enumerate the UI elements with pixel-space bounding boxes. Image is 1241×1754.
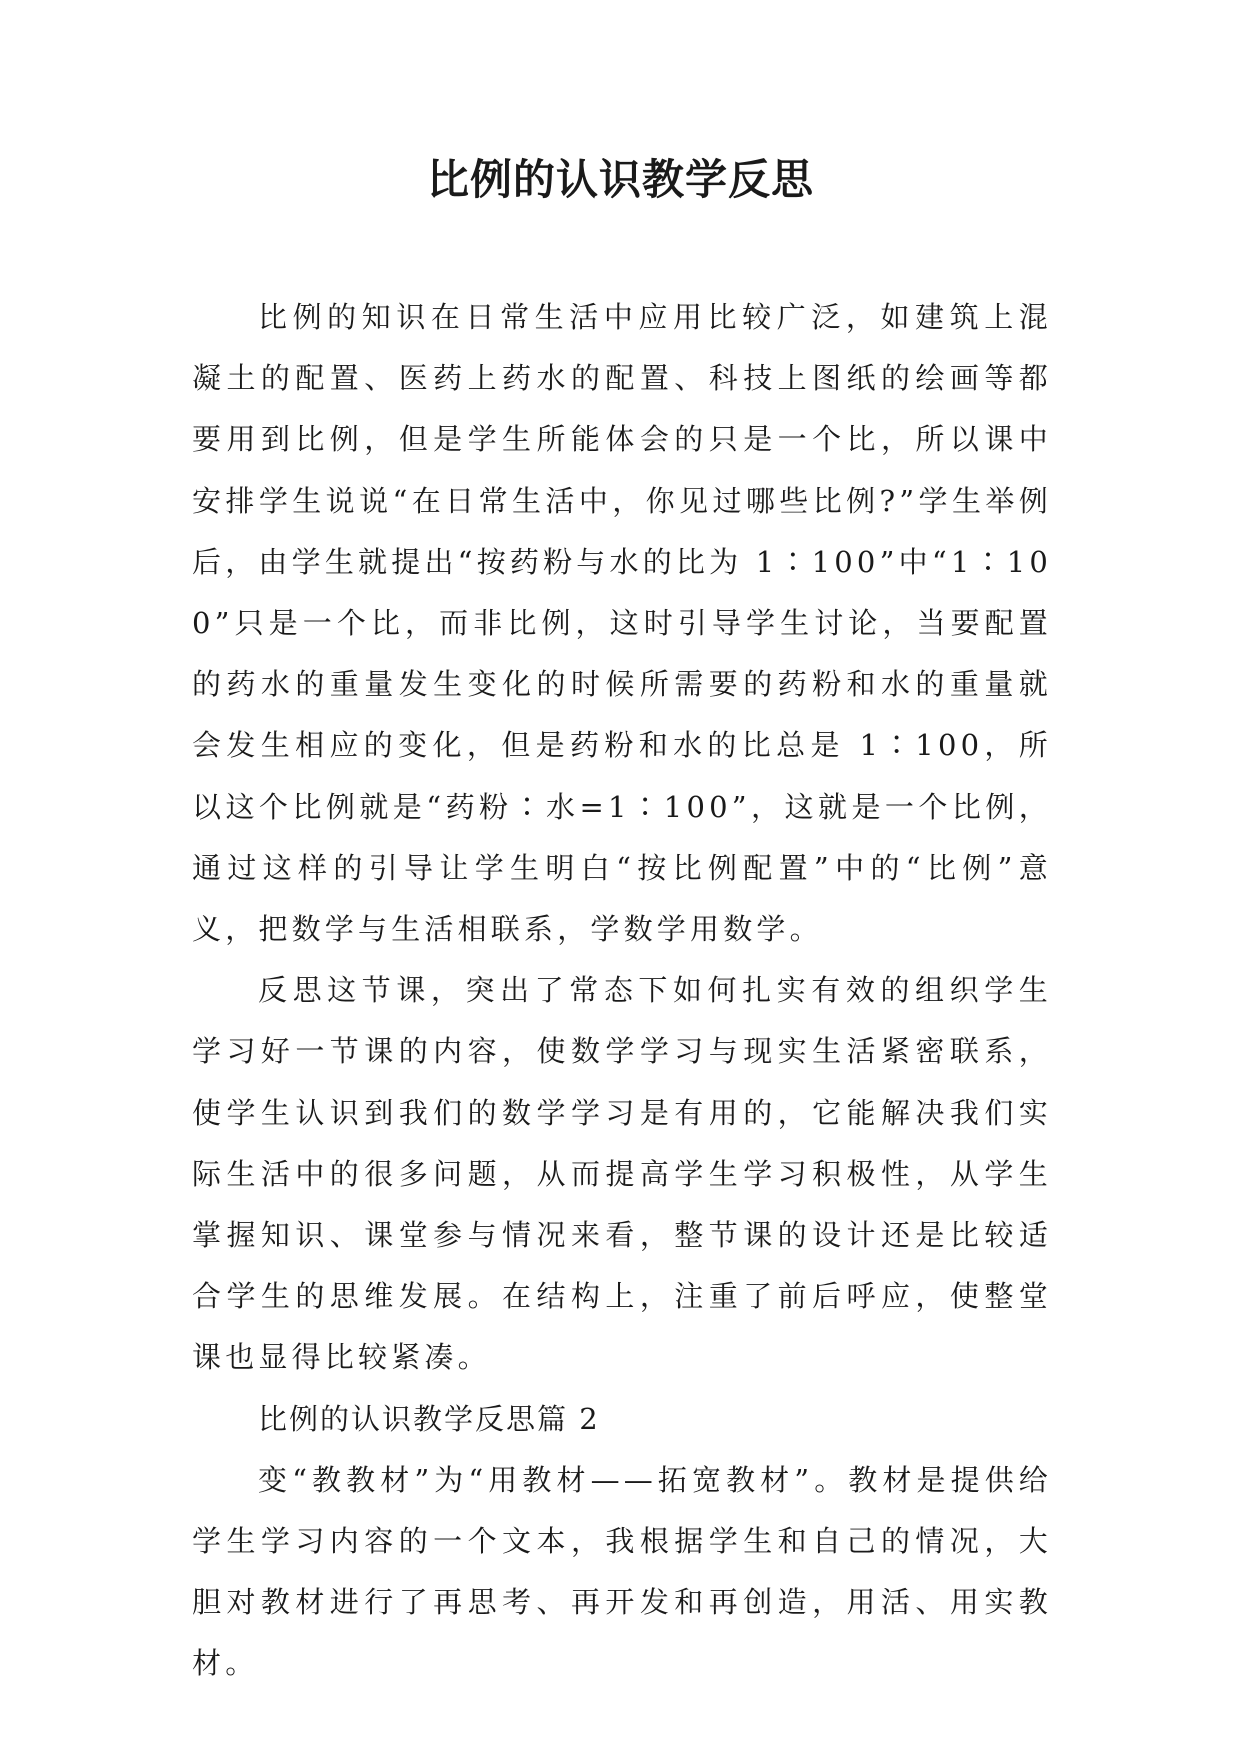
document-body	[192, 287, 1052, 1695]
paragraph-1: 比例的知识在日常生活中应用比较广泛，如建筑上混凝土的配置、医药上药水的配置、科技上图纸的绘画等都要用到比例，但是学生所能体会的只是一个比，所以课中安排学生说说“在日常生活中，你见过哪些比例?”学生举例后，由学生就提出“按药粉与水的比为 1∶100”中“1∶100”只是一个比，而非比例，这时引导学生讨论，当要配置的药水的重量发生变化的时候所需要的药粉和水的重量就会发生相应的变化，但是药粉和水的比总是 1∶100，所以这个比例就是“药粉∶水=1∶100”，这就是一个比例，通过这样的引导让学生明白“按比例配置”中的“比例”意义，把数学与生活相联系，学数学用数学。	[192, 300, 1052, 947]
paragraph-3: 变“教教材”为“用教材——拓宽教材”。教材是提供给学生学习内容的一个文本，我根据学生和自己的情况，大胆对教材进行了再思考、再开发和再创造，用活、用实教材。	[192, 1462, 1052, 1681]
paragraph-2: 反思这节课，突出了常态下如何扎实有效的组织学生学习好一节课的内容，使数学学习与现实生活紧密联系，使学生认识到我们的数学学习是有用的，它能解决我们实际生活中的很多问题，从而提高学生学习积极性，从学生掌握知识、课堂参与情况来看，整节课的设计还是比较适合学生的思维发展。在结构上，注重了前后呼应，使整堂课也显得比较紧凑。	[192, 973, 1052, 1375]
document-title: 比例的认识教学反思	[426, 155, 814, 204]
section-heading: 比例的认识教学反思篇 2	[258, 1401, 600, 1436]
